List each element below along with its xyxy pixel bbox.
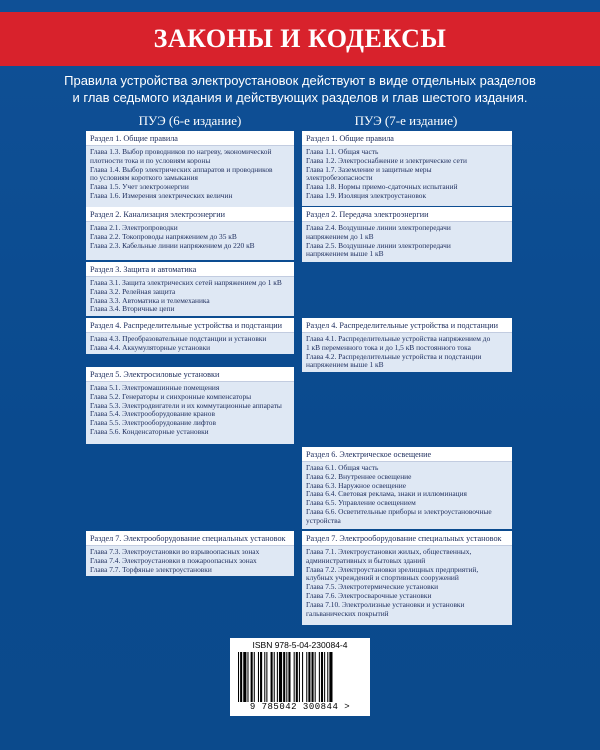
chapter-line: Глава 7.2. Электроустановки зрелищных предприятий, [306,565,479,574]
section-title: Раздел 4. Распределительные устройства и подстанции [302,318,512,333]
chapter-line: Глава 5.4. Электрооборудование кранов [90,410,215,419]
barcode-stripe [251,652,253,702]
barcode-stripe [279,652,282,702]
section-box-left-3 [86,262,294,315]
barcode-number: 9 785042 300844 > [249,702,351,712]
chapter-line: Глава 5.1. Электромашинные помещения [90,384,220,392]
chapter-line: напряжением выше 1 кВ [306,250,384,259]
chapter-line: Глава 5.5. Электрооборудование лифтов [90,419,216,428]
series-title: ЗАКОНЫ И КОДЕКСЫ [153,24,447,53]
barcode-stripe [294,652,295,702]
barcode-stripe [277,652,278,702]
chapter-line: Глава 1.9. Изоляция электроустановок [306,191,427,200]
section-box-left-1 [86,131,294,212]
chapter-line: Глава 4.4. Аккумуляторные установки [90,343,211,352]
barcode-stripe [308,652,310,702]
chapter-line: напряжением выше 1 кВ [306,361,384,370]
section-title: Раздел 1. Общие правила [86,131,294,146]
section-chapters [86,222,294,260]
section-title: Раздел 4. Распределительные устройства и подстанции [86,318,294,333]
barcode-stripe [302,652,303,702]
section-chapters [86,382,294,444]
chapter-line: Глава 3.3. Автоматика и телемеханика [90,296,210,305]
barcode-stripe [264,652,265,702]
barcode-stripe [238,652,239,702]
chapter-line: электробезопасности [306,174,373,183]
section-title: Раздел 1. Общие правила [302,131,512,146]
chapter-line: Глава 7.4. Электроустановки в пожароопасных зонах [90,556,257,565]
section-title: Раздел 2. Канализация электроэнергии [86,207,294,222]
barcode-stripe [324,652,325,702]
section-box-right-5 [302,531,512,624]
chapter-line: Глава 7.6. Электросварочные установки [306,591,432,600]
chapter-line: Глава 2.4. Воздушные линии электропередачи [306,224,451,232]
section-chapters [302,333,512,372]
section-box-left-2 [86,207,294,259]
chapter-line: гальванических покрытий [306,609,389,618]
barcode-stripe [296,652,298,702]
section-box-right-2 [302,207,512,261]
series-banner [0,12,600,66]
chapter-line: Глава 6.4. Световая реклама, знаки и иллюминация [306,490,467,499]
barcode-stripe [312,652,314,702]
chapter-line: устройства [306,516,341,525]
section-box-right-4 [302,447,512,528]
intro-line-2: и глав седьмого издания и действующих разделов и глав шестого издания. [72,90,528,105]
column-title-6th-edition: ПУЭ (6-е издание) [138,113,242,128]
barcode-stripe [243,652,246,702]
chapter-line: Глава 2.3. Кабельные линии напряжением до 220 кВ [90,241,255,250]
chapter-line: Глава 5.2. Генераторы и синхронные компенсаторы [90,392,252,401]
column-title-7th-edition: ПУЭ (7-е издание) [354,113,458,128]
chapter-line: Глава 7.7. Торфяные электроустановки [90,565,212,574]
section-box-left-6 [86,531,294,575]
chapter-line: плотности тока и по условиям короны [90,156,211,165]
chapter-line: Глава 6.2. Внутреннее освещение [306,472,412,481]
barcode-stripe [327,652,328,702]
chapter-line: Глава 3.2. Релейная защита [90,287,176,296]
section-title: Раздел 7. Электрооборудование специальных установок [86,531,294,546]
barcode-stripe [286,652,287,702]
chapter-line: Глава 4.3. Преобразовательные подстанции и установки [90,335,267,343]
chapter-line: Глава 6.3. Наружное освещение [306,481,406,490]
chapter-line: Глава 3.1. Защита электрических сетей напряжением до 1 кВ [90,279,282,287]
section-box-right-3 [302,318,512,371]
chapter-line: Глава 1.5. Учет электроэнергии [90,183,189,192]
barcode-stripe [260,652,262,702]
section-chapters [302,222,512,262]
section-title: Раздел 7. Электрооборудование специальных установок [302,531,512,546]
chapter-line: Глава 1.8. Нормы приемо-сдаточных испытаний [306,183,458,192]
chapter-line: Глава 2.1. Электропроводки [90,224,178,232]
chapter-line: Глава 7.1. Электроустановки жилых, общественных, [306,548,472,556]
chapter-line: Глава 1.4. Выбор электрических аппаратов и проводников [90,165,273,174]
chapter-line: 1 кВ переменного тока и до 1,5 кВ постоянного тока [306,343,471,352]
section-chapters [86,333,294,354]
barcode-stripe [254,652,255,702]
chapter-line: напряжением до 1 кВ [306,232,374,241]
barcode-stripe [319,652,320,702]
section-box-left-5 [86,367,294,443]
section-chapters [86,146,294,213]
barcode-stripe [240,652,242,702]
section-box-right-1 [302,131,512,205]
chapter-line: Глава 1.1. Общая часть [306,148,379,156]
intro-line-1: Правила устройства электроустановок действуют в виде отдельных разделов [64,73,536,88]
chapter-line: Глава 6.1. Общая часть [306,464,379,472]
chapter-line: Глава 1.3. Выбор проводников по нагреву, экономической [90,148,272,156]
chapter-line: Глава 4.1. Распределительные устройства напряжением до [306,335,491,343]
intro-text [60,72,540,106]
barcode-bars [238,652,362,702]
chapter-line: Глава 3.4. Вторичные цепи [90,305,175,314]
chapter-line: административных и бытовых зданий [306,556,426,565]
chapter-line: клубных учреждений и спортивных сооружений [306,574,459,583]
section-chapters [302,462,512,529]
chapter-line: Глава 2.2. Токопроводы напряжением до 35 кВ [90,232,237,241]
section-title: Раздел 6. Электрическое освещение [302,447,512,462]
barcode-stripe [306,652,307,702]
barcode-stripe [299,652,300,702]
chapter-line: Глава 2.5. Воздушные линии электропередачи [306,241,451,250]
chapter-line: Глава 7.3. Электроустановки во взрывоопасных зонах [90,548,260,556]
chapter-line: Глава 6.5. Управление освещением [306,499,416,508]
section-chapters [86,546,294,576]
chapter-line: Глава 4.2. Распределительные устройства и подстанции [306,352,482,361]
chapter-line: Глава 1.7. Заземление и защитные меры [306,165,432,174]
section-chapters [86,277,294,316]
chapter-line: Глава 5.6. Конденсаторные установки [90,427,209,436]
barcode-stripe [315,652,316,702]
section-title: Раздел 5. Электросиловые установки [86,367,294,382]
chapter-line: Глава 1.6. Измерения электрических величин [90,191,233,200]
barcode-stripe [321,652,323,702]
barcode-stripe [258,652,259,702]
section-chapters [302,146,512,206]
barcode-stripe [288,652,290,702]
section-chapters [302,546,512,625]
section-title: Раздел 3. Защита и автоматика [86,262,294,277]
barcode-stripe [247,652,248,702]
barcode [230,638,370,716]
barcode-stripe [329,652,332,702]
isbn-label: ISBN 978-5-04-230084-4 [252,640,348,650]
barcode-stripe [266,652,267,702]
barcode-stripe [274,652,275,702]
chapter-line: Глава 5.3. Электродвигатели и их коммутационные аппараты [90,401,282,410]
barcode-stripe [283,652,285,702]
barcode-stripe [271,652,273,702]
chapter-line: Глава 7.10. Электролизные установки и установки [306,600,465,609]
section-title: Раздел 2. Передача электроэнергии [302,207,512,222]
chapter-line: Глава 6.6. Осветительные приборы и электроустановочные [306,507,492,516]
chapter-line: Глава 7.5. Электротермические установки [306,583,439,592]
chapter-line: Глава 1.2. Электроснабжение и электрические сети [306,156,467,165]
chapter-line: по условиям короткого замыкания [90,174,198,183]
section-box-left-4 [86,318,294,353]
